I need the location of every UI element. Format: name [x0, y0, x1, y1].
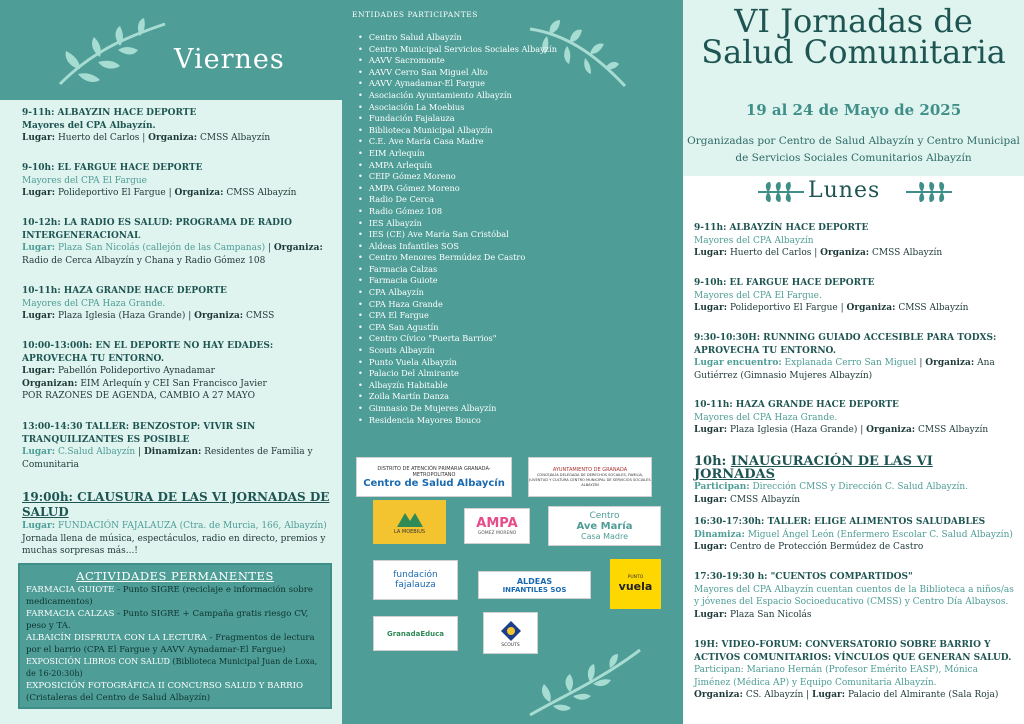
entidades-title: ENTIDADES PARTICIPANTES: [352, 10, 478, 19]
entidad-item: • Punto Vuela Albayzín: [358, 357, 557, 369]
lunes-event-1: 9-11h: ALBAYZÍN HACE DEPORTE Mayores del CPA Albayzín Lugar: Huerto del Carlos | Organiza: CMSS Albayzín: [694, 223, 943, 258]
viernes-title: Viernes: [174, 44, 285, 75]
actividades-permanentes-box: [18, 563, 332, 709]
page-title: VI Jornadas de Salud Comunitaria: [701, 2, 1006, 71]
entidad-item: • IES (CE) Ave María San Cristóbal: [358, 229, 557, 241]
viernes-event-clausura: 19:00h: CLAUSURA DE LAS VI JORNADAS DE SALUD Lugar: FUNDACIÓN FAJALAUZA (Ctra. de Murcia, 166, Albayzín) Jornada llena de música, espectáculos, radio en directo, premios y muchas sorpresas más...!: [22, 490, 330, 556]
entidad-item: • CPA Albayzín: [358, 287, 557, 299]
entidad-item: • Asociación Ayuntamiento Albayzín: [358, 90, 557, 102]
entidad-item: • Centro Menores Bermúdez De Castro: [358, 252, 557, 264]
lunes-event-2: 9-10h: EL FARGUE HACE DEPORTE Mayores del CPA El Fargue. Lugar: Polideportivo El Fargue | Organiza: CMSS Albayzín: [694, 278, 969, 313]
entidad-item: • Scouts Albayzín: [358, 345, 557, 357]
logo-granada-educa: GranadaEduca: [373, 616, 458, 651]
leaf-ornament-icon: [50, 14, 170, 92]
permanente-item: FARMACIA CALZAS - Punto SIGRE + Campaña gratis riesgo CV, peso y TA.: [26, 609, 309, 631]
lunes-title: Lunes: [808, 178, 881, 203]
logo-ampa: AMPA GÓMEZ MORENO: [464, 508, 530, 544]
viernes-event-1: 9-11h: ALBAYZIN HACE DEPORTE Mayores del CPA Albayzín. Lugar: Huerto del Carlos | Organiza: CMSS Albayzín: [22, 108, 271, 143]
event-dates: 19 al 24 de Mayo de 2025: [745, 101, 962, 119]
lunes-event-cuentos: 17:30-19:30 h: "CUENTOS COMPARTIDOS" Mayores del CPA Albayzín cuentan cuentos de la Biblioteca a niños/as y jóvenes del Espacio Socioeducativo (CMSS) y Centro Día Albaysos. Lugar: Plaza San Nicolás: [694, 572, 1014, 620]
entidad-item: • AAVV Aynadamar-El Fargue: [358, 78, 557, 90]
moebius-icon: [395, 509, 425, 529]
entidad-item: • AAVV Sacromonte: [358, 55, 557, 67]
permanente-item: EXPOSICIÓN FOTOGRÁFICA II CONCURSO SALUD Y BARRIO (Cristaleras del Centro de Salud Albayzín): [26, 681, 304, 703]
viernes-event-2: 9-10h: EL FARGUE HACE DEPORTE Mayores del CPA El Fargue Lugar: Polideportivo El Fargue | Organiza: CMSS Albayzín: [22, 163, 297, 198]
entidad-item: • AMPA Gómez Moreno: [358, 183, 557, 195]
lunes-event-inauguracion: 10h: INAUGURACIÓN DE LAS VI JORNADAS Participan: Dirección CMSS y Dirección C. Salud Albayzín. Lugar: CMSS Albayzín: [694, 454, 969, 505]
viernes-event-3: 10-12h: LA RADIO ES SALUD: PROGRAMA DE RADIO INTERGENERACIONAL Lugar: Plaza San Nicolás (callejón de las Campanas) | Organiza: Radio de Cerca Albayzín y Chana y Radio Gómez 108: [22, 218, 323, 266]
lunes-event-videoforum: 19H: VIDEO-FORUM: CONVERSATORIO SOBRE BARRIO Y ACTIVOS COMUNITARIOS: VÍNCULOS QUE GENERAN SALUD. Participan: Mariano Hernán (Profesor Emérito EASP), Mónica Jiménez (Médica AP) y Equipo Comunitaria Albayzín. Organiza: CS. Albayzín | Lugar: Palacio del Almirante (Sala Roja): [694, 640, 1012, 700]
entidad-item: • C.E. Ave María Casa Madre: [358, 136, 557, 148]
permanente-item: ALBAICÍN DISFRUTA CON LA LECTURA - Fragmentos de lectura por el barrio (CPA El Fargue y AAVV Aynadamar-El Fargue): [26, 633, 315, 655]
entidad-item: • Aldeas Infantiles SOS: [358, 241, 557, 253]
entidad-item: • Farmacia Guiote: [358, 275, 557, 287]
entidad-item: • Gimnasio De Mujeres Albayzín: [358, 403, 557, 415]
entidad-item: • EIM Arlequín: [358, 148, 557, 160]
scouts-emblem-icon: [499, 619, 523, 643]
entidad-item: • Fundación Fajalauza: [358, 113, 557, 125]
permanente-item: EXPOSICIÓN LIBROS CON SALUD (Biblioteca Municipal Juan de Loxa, de 16-20:30h): [26, 657, 318, 678]
logo-fundacion-fajalauza: fundación fajalauza: [373, 560, 458, 600]
entidad-item: • Albayzín Habitable: [358, 380, 557, 392]
organizers: Organizadas por Centro de Salud Albayzín y Centro Municipal de Servicios Sociales Comunitarios Albayzín: [687, 135, 1020, 164]
logo-ave-maria: Centro Ave María Casa Madre: [548, 506, 661, 546]
logo-aldeas-infantiles: ALDEAS INFANTILES SOS: [478, 571, 591, 599]
entidad-item: • Centro Municipal Servicios Sociales Albayzín: [358, 44, 557, 56]
entidad-item: • Asociación La Moebius: [358, 102, 557, 114]
entidad-item: • CEIP Gómez Moreno: [358, 171, 557, 183]
permanente-item: FARMACIA GUIOTE - Punto SIGRE (reciclaje e información sobre medicamentos): [26, 585, 313, 607]
entidad-item: • Centro Salud Albayzín: [358, 32, 557, 44]
entidad-item: • Biblioteca Municipal Albayzín: [358, 125, 557, 137]
entidad-item: • CPA San Agustín: [358, 322, 557, 334]
entidad-item: • Residencia Mayores Bouco: [358, 415, 557, 427]
entidad-item: • Zoila Martín Danza: [358, 391, 557, 403]
logo-scouts: SCOUTS: [483, 612, 538, 654]
viernes-event-5: 10:00-13:00h: EN EL DEPORTE NO HAY EDADES: APROVECHA TU ENTORNO. Lugar: Pabellón Polideportivo Aynadamar Organizan: EIM Arlequín y CEI San Francisco Javier POR RAZONES DE AGENDA, CAMBIO A 27 MAYO: [22, 341, 274, 401]
entidad-item: • IES Albayzín: [358, 218, 557, 230]
entidad-item: • Centro Cívico "Puerta Barrios": [358, 333, 557, 345]
logo-punto-vuela: PUNTO vuela: [610, 559, 661, 609]
leaf-ornament-icon: [525, 640, 645, 720]
logo-centro-salud: DISTRITO DE ATENCIÓN PRIMARIA GRANADA-METROPOLITANO Centro de Salud Albaycín: [356, 457, 512, 497]
lunes-event-4: 10-11h: HAZA GRANDE HACE DEPORTE Mayores del CPA Haza Grande. Lugar: Plaza Iglesia (Haza Grande) | Organiza: CMSS Albayzín: [694, 400, 989, 435]
leaf-ornament-icon: [756, 181, 806, 203]
leaf-ornament-icon: [904, 181, 954, 203]
entidad-item: • AAVV Cerro San Miguel Alto: [358, 67, 557, 79]
logo-la-moebius: LA MOEBIUS: [373, 500, 446, 544]
entidad-item: • Palacio Del Almirante: [358, 368, 557, 380]
entidad-item: • CPA Haza Grande: [358, 299, 557, 311]
entidad-item: • Farmacia Calzas: [358, 264, 557, 276]
entidad-item: • Radio De Cerca: [358, 194, 557, 206]
actividades-permanentes-title: ACTIVIDADES PERMANENTES: [76, 569, 274, 583]
entidad-item: • CPA El Fargue: [358, 310, 557, 322]
entidades-list: [358, 32, 557, 426]
viernes-event-6: 13:00-14:30 TALLER: BENZOSTOP: VIVIR SIN TRANQUILIZANTES ES POSIBLE Lugar: C.Salud Albayzín | Dinamizan: Residentes de Familia y Comunitaria: [22, 422, 313, 470]
lunes-event-taller: 16:30-17:30h: TALLER: ELIGE ALIMENTOS SALUDABLES Dinamiza: Miguel Ángel León (Enfermero Escolar C. Salud Albayzín) Lugar: Centro de Protección Bermúdez de Castro: [694, 517, 1013, 552]
entidad-item: • Radio Gómez 108: [358, 206, 557, 218]
viernes-event-4: 10-11h: HAZA GRANDE HACE DEPORTE Mayores del CPA Haza Grande. Lugar: Plaza Iglesia (Haza Grande) | Organiza: CMSS: [22, 286, 275, 321]
entidad-item: • AMPA Arlequín: [358, 160, 557, 172]
lunes-event-3: 9:30-10:30H: RUNNING GUIADO ACCESIBLE PARA TODXS: APROVECHA TU ENTORNO. Lugar encuentro: Explanada Cerro San Miguel | Organiza: Ana Gutiérrez (Gimnasio Mujeres Albayzín): [694, 333, 997, 381]
logo-ayuntamiento: AYUNTAMIENTO DE GRANADA CONCEJALÍA DELEGADA DE DERECHOS SOCIALES, FAMILIA, JUVENTUD Y CULTURA CENTRO MUNICIPAL DE SERVICIOS SOCIALES ALBAYZÍN: [528, 457, 652, 497]
